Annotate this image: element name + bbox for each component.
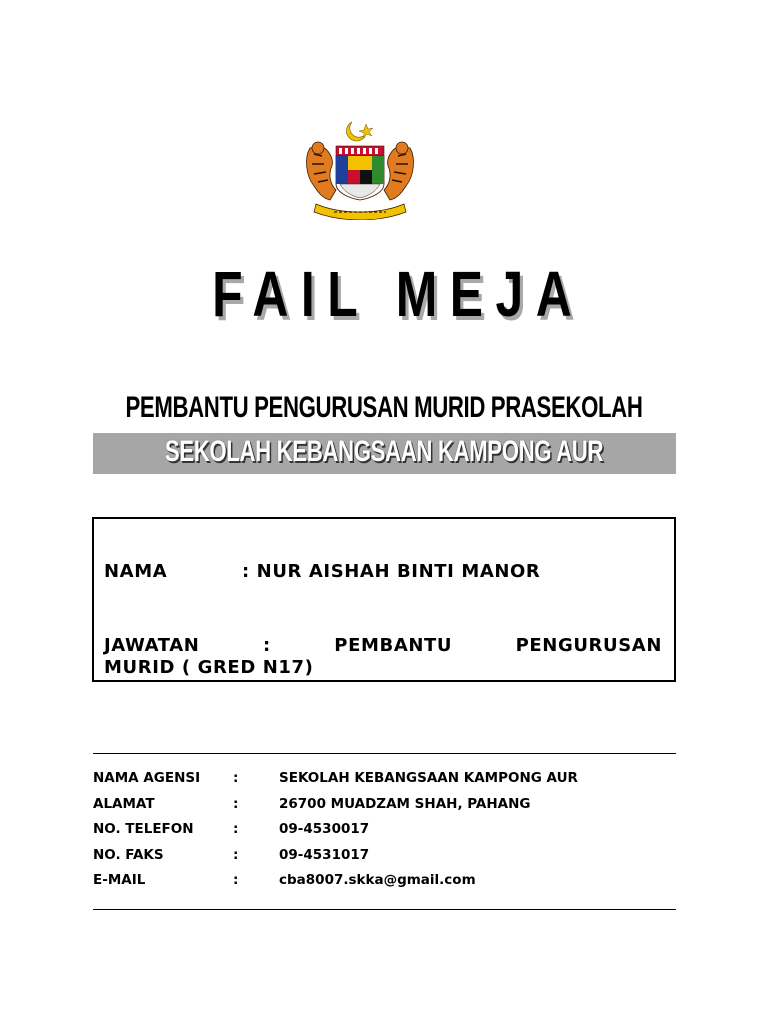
contact-value: SEKOLAH KEBANGSAAN KAMPONG AUR [279, 770, 578, 786]
divider-bottom [93, 909, 676, 910]
contact-row-address [93, 796, 676, 816]
contact-colon: : [233, 872, 239, 888]
contact-colon: : [233, 796, 239, 812]
position-row [104, 635, 662, 656]
contact-label: ALAMAT [93, 796, 155, 812]
name-value: : NUR AISHAH BINTI MANOR [242, 561, 541, 582]
contact-row-email [93, 872, 676, 892]
position-line-2: MURID ( GRED N17) [104, 657, 314, 678]
contact-row-phone [93, 821, 676, 841]
position-word-2: PENGURUSAN [515, 635, 662, 656]
subtitle: PEMBANTU PENGURUSAN MURID PRASEKOLAH [125, 391, 643, 424]
divider-top [93, 753, 676, 754]
contact-colon: : [233, 847, 239, 863]
contact-label: E-MAIL [93, 872, 146, 888]
contact-label: NO. TELEFON [93, 821, 194, 837]
email-link[interactable]: cba8007.skka@gmail.com [279, 872, 476, 888]
contact-value: 09-4530017 [279, 821, 370, 837]
malaysia-coat-of-arms-icon [300, 118, 420, 220]
contact-colon: : [233, 821, 239, 837]
school-name: SEKOLAH KEBANGSAAN KAMPONG AUR [164, 435, 604, 468]
contact-label: NO. FAKS [93, 847, 164, 863]
contact-value: 26700 MUADZAM SHAH, PAHANG [279, 796, 531, 812]
contact-colon: : [233, 770, 239, 786]
contact-row-agency [93, 770, 676, 790]
position-word-1: PEMBANTU [334, 635, 453, 656]
contact-label: NAMA AGENSI [93, 770, 201, 786]
name-label: NAMA [104, 561, 168, 582]
position-colon: : [262, 635, 271, 656]
position-label: JAWATAN [104, 635, 200, 656]
contact-row-fax [93, 847, 676, 867]
page-title: FAIL MEJA [212, 258, 585, 330]
name-row [104, 561, 540, 582]
contact-value: 09-4531017 [279, 847, 370, 863]
